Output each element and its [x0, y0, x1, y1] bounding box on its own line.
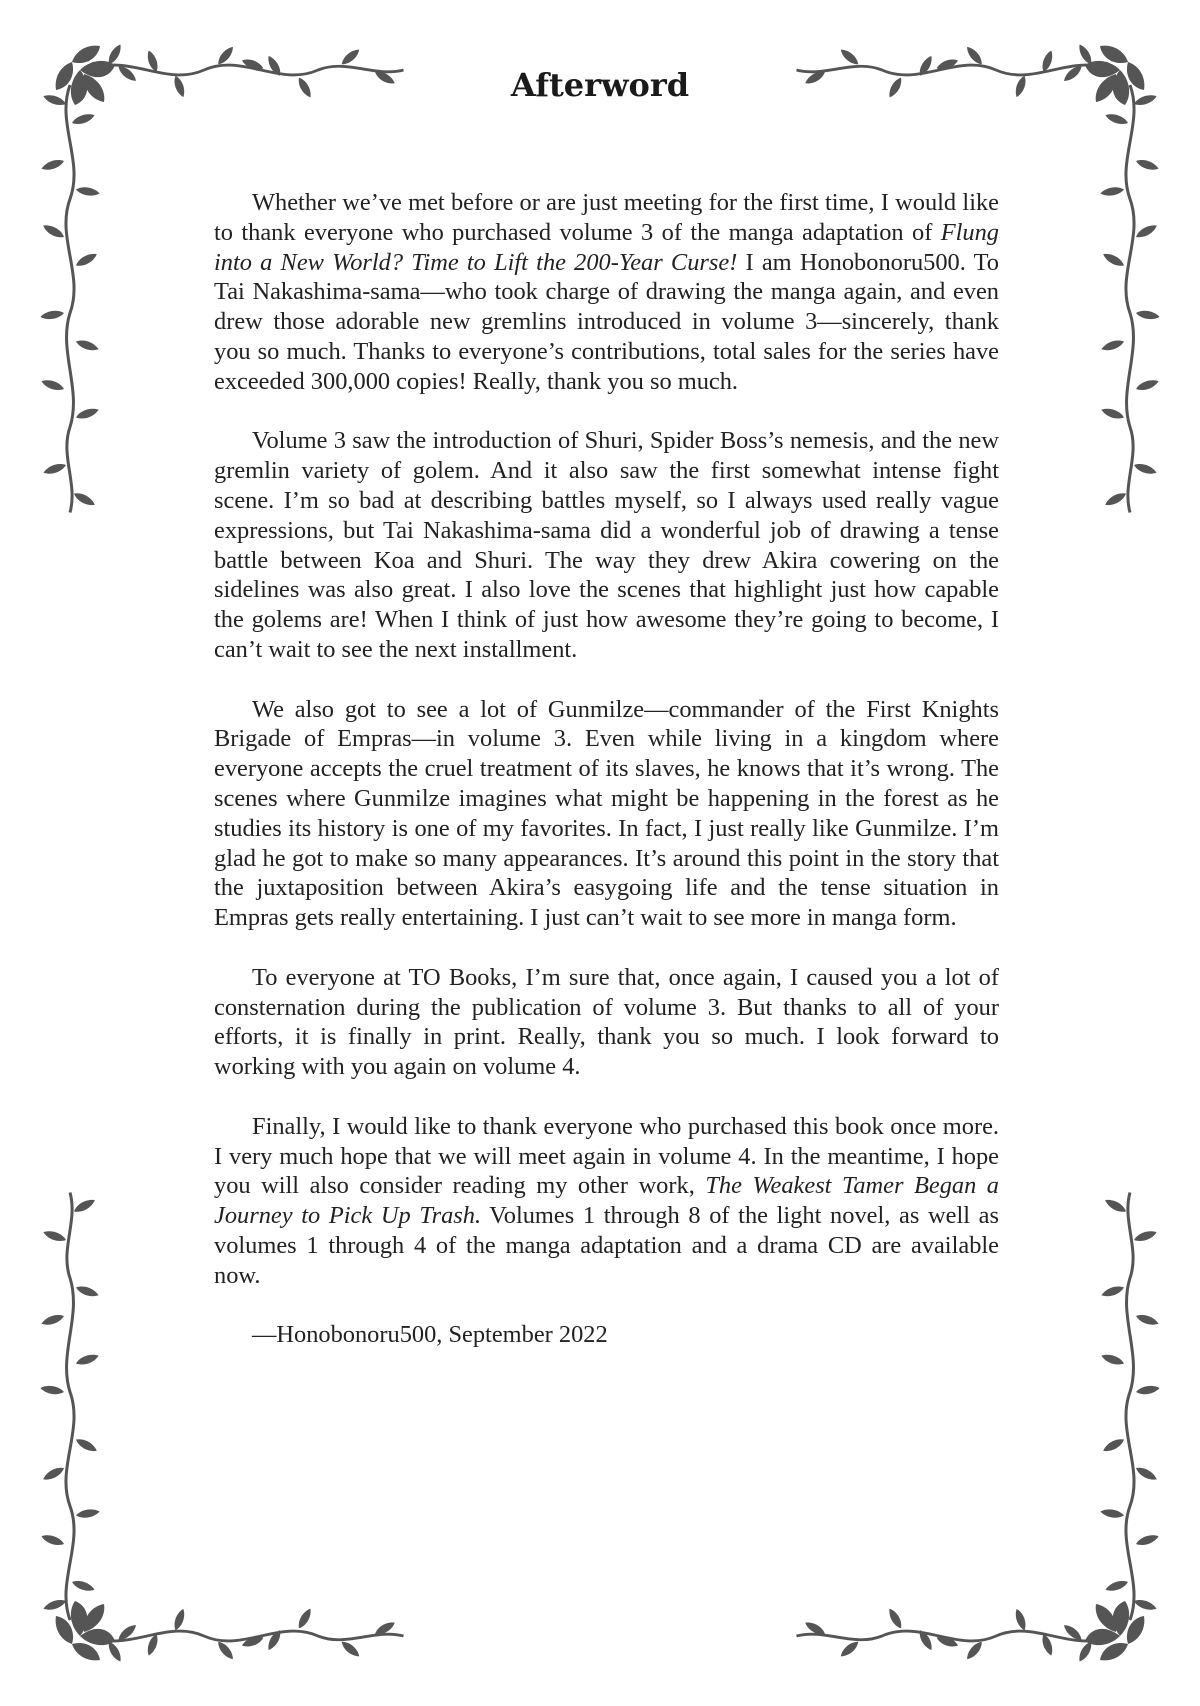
signature: —Honobonoru500, September 2022: [252, 1321, 608, 1349]
book-title-italic: Flung into a New World? Time to Lift the 200-Year Curse!: [214, 218, 999, 276]
paragraph-5-text-a: Finally, I would like to thank everyone who purchased this book once more. I very much hope that we will meet again in volume 4. In the meantime, I hope you will also consider reading my other work,: [214, 1112, 999, 1200]
page-title: Afterword: [510, 66, 690, 104]
paragraph-2: Volume 3 saw the introduction of Shuri, Spider Boss’s nemesis, and the new gremlin variety of golem. And it also saw the first somewhat intense fight scene. I’m so bad at describing battles myself, so I always used really vague expressions, but Tai Nakashima-sama did a wonderful job of drawing a tense battle between Koa and Shuri. The way they drew Akira cowering on the sidelines was also great. I also love the scenes that highlight just how capable the golems are! When I think of just how awesome they’re going to become, I can’t wait to see the next installment.: [214, 427, 999, 663]
afterword-body: [214, 188, 999, 1380]
paragraph-3: We also got to see a lot of Gunmilze—commander of the First Knights Brigade of Empras—in volume 3. Even while living in a kingdom where everyone accepts the cruel treatment of its slaves, he knows that it’s wrong. The scenes where Gunmilze imagines what might be happening in the forest as he studies its history is one of my favorites. In fact, I just really like Gunmilze. I’m glad he got to make so many appearances. It’s around this point in the story that the juxtaposition between Akira’s easygoing life and the tense situation in Empras gets really entertaining. I just can’t wait to see more in manga form.: [214, 695, 999, 932]
paragraph-1: [214, 188, 999, 397]
paragraph-5-text-c: Volumes 1 through 8 of the light novel, as well as volumes 1 through 4 of the manga adaptation and a drama CD are available now.: [214, 1202, 999, 1289]
other-work-title-italic: The Weakest Tamer Began a Journey to Pick Up Trash.: [214, 1172, 1000, 1230]
paragraph-1-text-c: I am Honobonoru500. To Tai Nakashima-sama—who took charge of drawing the manga again, and even drew those adorable new gremlins introduced in volume 3—sincerely, thank you so much. Thanks to everyone’s contributions, total sales for the series have exceeded 300,000 copies! Really, thank you so much.: [214, 248, 999, 395]
paragraph-1-text-a: Whether we’ve met before or are just meeting for the first time, I would like to thank everyone who purchased volume 3 of the manga adaptation of: [214, 189, 999, 246]
paragraph-5: [214, 1112, 999, 1291]
paragraph-4: To everyone at TO Books, I’m sure that, once again, I caused you a lot of consternation during the publication of volume 3. But thanks to all of your efforts, it is finally in print. Really, thank you so much. I look forward to working with you again on volume 4.: [214, 963, 999, 1081]
